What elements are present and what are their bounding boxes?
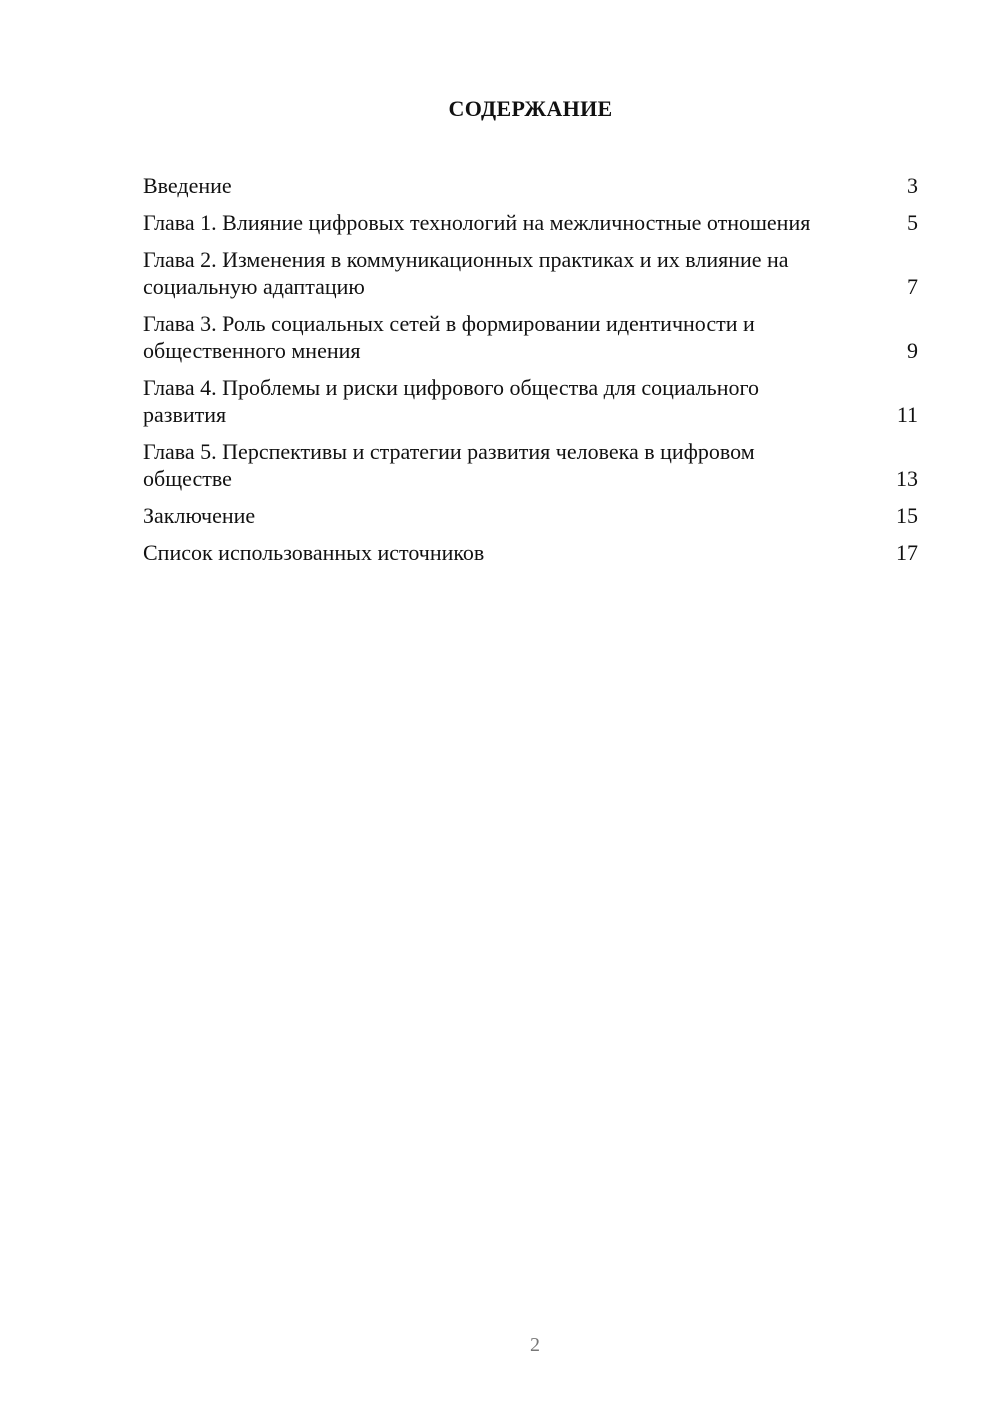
toc-entry-chapter-3: [143, 310, 918, 364]
toc-entry-text: Глава 1. Влияние цифровых технологий на межличностные отношения: [143, 210, 811, 235]
page-title: СОДЕРЖАНИЕ: [448, 96, 613, 121]
toc-entry-conclusion: [143, 502, 918, 529]
toc-entry-chapter-5: [143, 438, 918, 492]
toc-entry-references: [143, 539, 918, 566]
toc-entry-text: Глава 3. Роль социальных сетей в формировании идентичности и общественного мнения: [143, 311, 755, 363]
toc-entry-page: 5: [907, 210, 918, 235]
toc-entry-text: Заключение: [143, 503, 256, 528]
toc-entry-page: 17: [896, 540, 918, 565]
toc-entry-introduction: [143, 172, 918, 199]
toc-entry-chapter-1: [143, 209, 918, 236]
toc-entry-page: 3: [907, 173, 918, 198]
toc-entry-chapter-2: [143, 246, 918, 300]
toc-entry-text: Глава 5. Перспективы и стратегии развития человека в цифровом обществе: [143, 439, 755, 491]
toc-entry-page: 11: [896, 402, 918, 427]
toc-entry-page: 7: [907, 274, 918, 299]
toc-entry-text: Глава 4. Проблемы и риски цифрового общества для социального развития: [143, 375, 759, 427]
table-of-contents: [143, 172, 918, 576]
toc-entry-page: 15: [896, 503, 918, 528]
toc-entry-text: Список использованных источников: [143, 540, 485, 565]
toc-entry-text: Глава 2. Изменения в коммуникационных практиках и их влияние на социальную адаптацию: [143, 247, 789, 299]
toc-entry-page: 9: [907, 338, 918, 363]
toc-entry-page: 13: [896, 466, 918, 491]
toc-entry-text: Введение: [143, 173, 232, 198]
toc-entry-chapter-4: [143, 374, 918, 428]
page-number: 2: [530, 1334, 540, 1356]
